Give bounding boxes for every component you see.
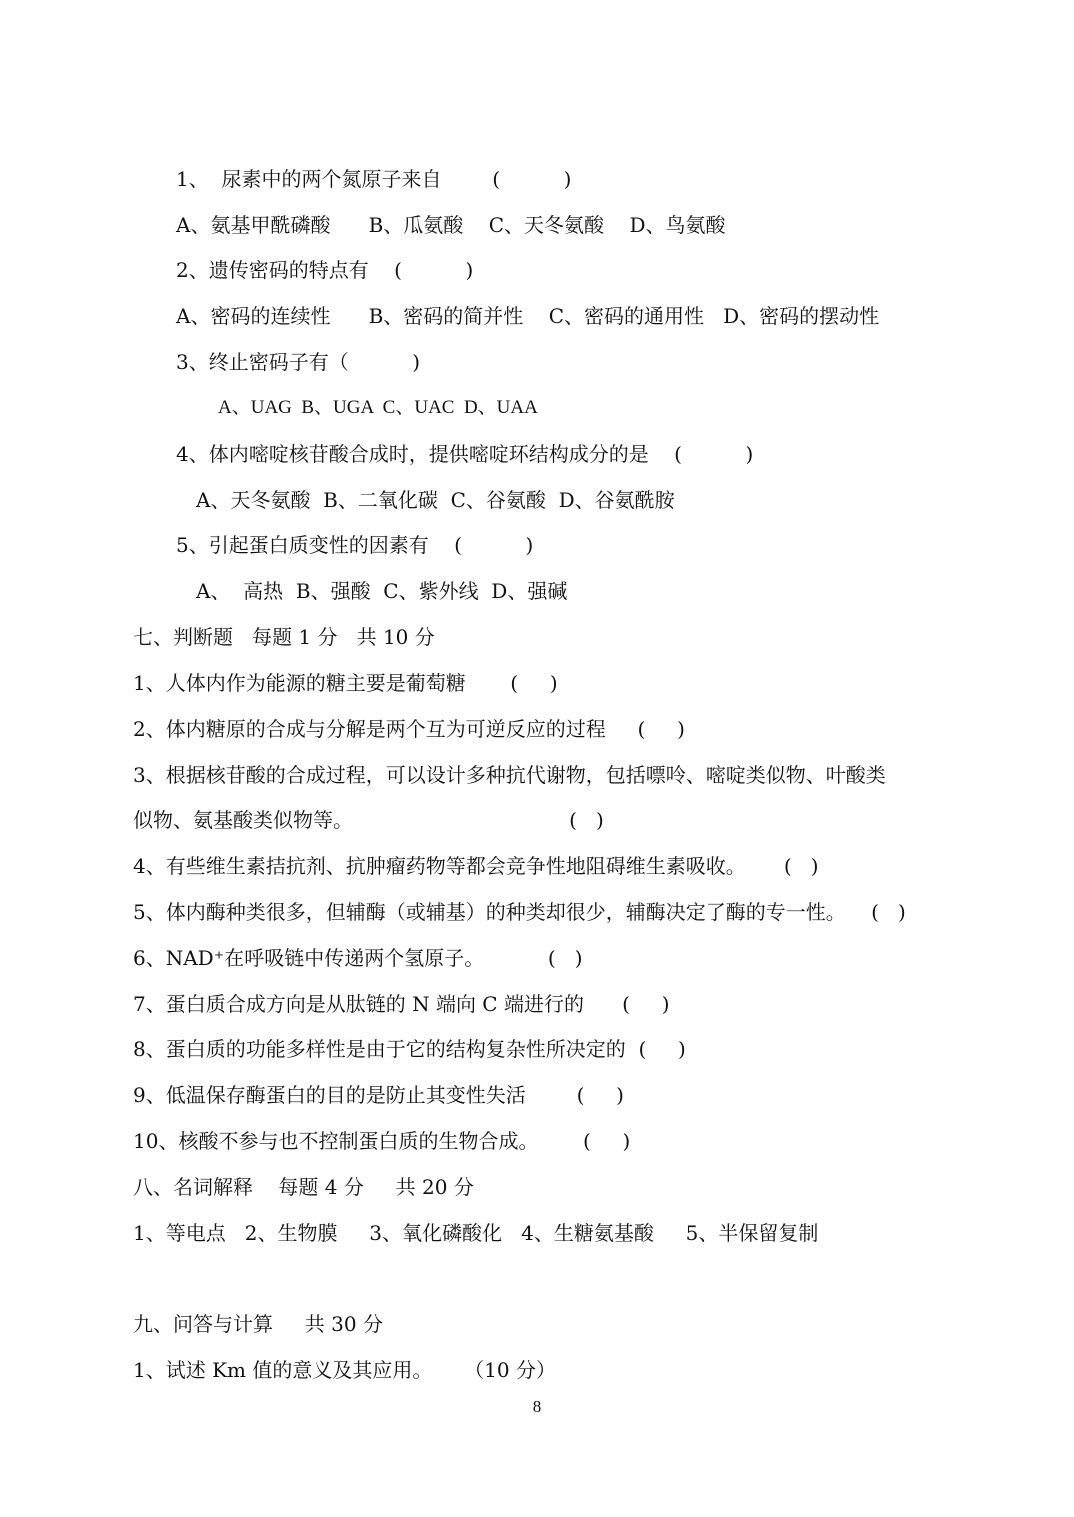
terms-items: 1、等电点 2、生物膜 3、氧化磷酸化 4、生糖氨基酸 5、半保留复制 — [133, 1221, 819, 1245]
tf-item-2: 2、体内糖原的合成与分解是两个互为可逆反应的过程 ( ) — [133, 717, 685, 741]
tf-item-10: 10、核酸不参与也不控制蛋白质的生物合成。 ( ) — [133, 1129, 631, 1153]
mc-question-4: 4、体内嘧啶核苷酸合成时，提供嘧啶环结构成分的是 ( ) — [176, 442, 754, 466]
tf-heading: 七、判断题 每题 1 分 共 10 分 — [133, 625, 435, 649]
mc-options-3: A、UAG B、UGA C、UAC D、UAA — [218, 397, 538, 418]
mc-options-1: A、氨基甲酰磷酸 B、瓜氨酸 C、天冬氨酸 D、鸟氨酸 — [176, 213, 726, 237]
tf-item-9: 9、低温保存酶蛋白的目的是防止其变性失活 ( ) — [133, 1083, 624, 1107]
tf-item-4: 4、有些维生素拮抗剂、抗肿瘤药物等都会竞争性地阻碍维生素吸收。 ( ) — [133, 854, 819, 878]
terms-heading: 八、名词解释 每题 4 分 共 20 分 — [133, 1175, 474, 1199]
tf-item-5: 5、体内酶种类很多，但辅酶（或辅基）的种类却很少，辅酶决定了酶的专一性。 ( ) — [133, 900, 906, 924]
mc-question-1: 1、 尿素中的两个氮原子来自 ( ) — [176, 167, 572, 191]
tf-item-7: 7、蛋白质合成方向是从肽链的 N 端向 C 端进行的 ( ) — [133, 992, 670, 1016]
tf-item-3a: 3、根据核苷酸的合成过程，可以设计多种抗代谢物，包括嘌呤、嘧啶类似物、叶酸类 — [133, 763, 886, 787]
tf-item-3b: 似物、氨基酸类似物等。 ( ) — [133, 808, 604, 832]
mc-question-5: 5、引起蛋白质变性的因素有 ( ) — [176, 533, 534, 557]
qa-heading: 九、问答与计算 共 30 分 — [133, 1312, 383, 1336]
mc-options-5: A、 高热 B、强酸 C、紫外线 D、强碱 — [196, 579, 568, 603]
tf-item-6: 6、NAD⁺在呼吸链中传递两个氢原子。 ( ) — [133, 946, 583, 970]
mc-options-4: A、天冬氨酸 B、二氧化碳 C、谷氨酸 D、谷氨酰胺 — [196, 488, 675, 512]
tf-item-8: 8、蛋白质的功能多样性是由于它的结构复杂性所决定的 ( ) — [133, 1037, 686, 1061]
page-number: 8 — [532, 1397, 542, 1416]
mc-options-2: A、密码的连续性 B、密码的简并性 C、密码的通用性 D、密码的摆动性 — [176, 304, 880, 328]
mc-question-3: 3、终止密码子有（ ) — [176, 350, 421, 374]
qa-item-1: 1、试述 Km 值的意义及其应用。 （10 分） — [133, 1358, 556, 1382]
tf-item-1: 1、人体内作为能源的糖主要是葡萄糖 ( ) — [133, 671, 558, 695]
mc-question-2: 2、遗传密码的特点有 ( ) — [176, 258, 474, 282]
